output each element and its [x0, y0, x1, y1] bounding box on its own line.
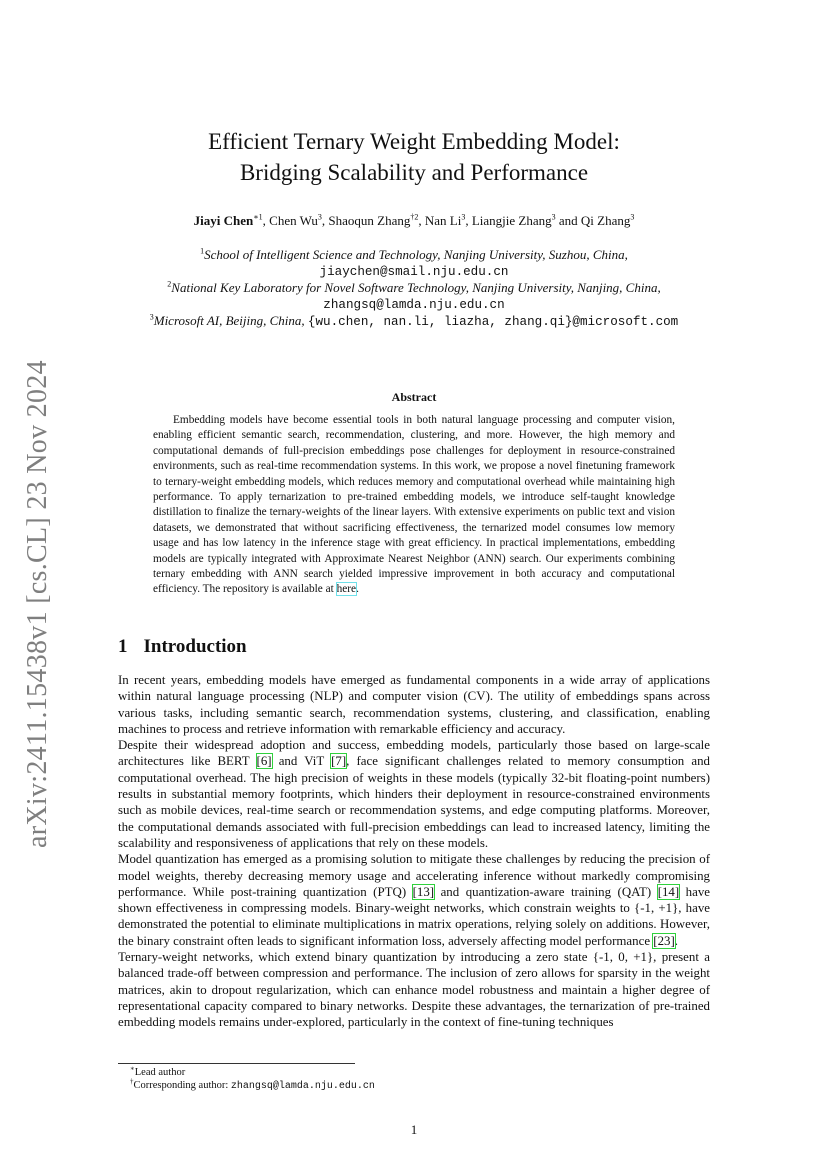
abstract-heading: Abstract: [391, 390, 437, 404]
affiliation-email[interactable]: zhangsq@lamda.nju.edu.cn: [323, 298, 505, 312]
paragraph: [118, 851, 710, 949]
footnote-mark: ∗: [130, 1064, 135, 1073]
footnote-1: [130, 1064, 186, 1078]
paragraph-text: Model quantization has emerged as a promising solution to mitigate these challenges by reducing the precision of model weights, thereby decreasing memory usage and accelerating inference without markedly compromising performance. While post-training quantization (PTQ): [118, 852, 710, 899]
citation-link[interactable]: [23]: [653, 933, 675, 948]
paragraph-text: , face significant challenges related to memory consumption and computational overhead. The high precision of weights in these models (typically 32-bit floating-point numbers) results in substantial memory footprints, which hinders their deployment in resource-constrained environments such as mobile devices, real-time search or recommendation systems, and edge computing platforms. Moreover, the computational demands associated with full-precision embeddings can lead to increased latency, limiting the scalability and responsiveness of applications that rely on these models.: [118, 754, 710, 850]
paragraph-text: have shown effectiveness in compressing models. Binary-weight networks, which constrain weights to {-1, +1}, have demonstrated the potential to eliminate multiplications in matrix operations, relying solely on additions. However, the binary constraint often leads to significant information loss, adversely affecting model performance: [118, 884, 710, 948]
author-and: and: [558, 213, 578, 228]
author-name: Nan Li: [424, 213, 462, 228]
paper-title: [118, 126, 710, 188]
paragraph: In recent years, embedding models have emerged as fundamental components in a wide array of applications within natural language processing (NLP) and computer vision (CV). The utility of embeddings spans across various tasks, including semantic search, recommendation systems, clustering, and classification, enabling machines to process and retrieve information with remarkable efficiency and accuracy.: [118, 673, 710, 736]
author-name: Shaoqun Zhang: [328, 213, 411, 228]
footnote-email[interactable]: zhangsq@lamda.nju.edu.cn: [230, 1081, 375, 1092]
paragraph-text: and ViT: [271, 754, 332, 769]
affiliation-mark: 1: [200, 246, 205, 256]
footnote-divider: [118, 1063, 355, 1064]
author-mark: 3: [630, 212, 635, 222]
footnote-text: Corresponding author:: [133, 1080, 231, 1091]
abstract-body: [153, 413, 675, 598]
citation-link[interactable]: [14]: [657, 884, 680, 899]
introduction-body: [118, 672, 710, 1031]
title-line-2: Bridging Scalability and Performance: [239, 160, 589, 185]
section-heading: [118, 636, 247, 658]
citation-link[interactable]: [6]: [256, 754, 272, 769]
citation-link[interactable]: [13]: [412, 884, 435, 899]
paragraph: [118, 737, 710, 851]
affiliation-email[interactable]: jiaychen@smail.nju.edu.cn: [319, 265, 509, 279]
affiliation-email[interactable]: {wu.chen, nan.li, liazha, zhang.qi}@microsoft.com: [307, 315, 679, 329]
paragraph-text: Despite their widespread adoption and success, embedding models, particularly those based on large-scale architectures like BERT: [118, 738, 710, 769]
affiliation-text: School of Intelligent Science and Technology, Nanjing University, Suzhou, China,: [204, 247, 628, 262]
author-mark: 3: [317, 212, 322, 222]
affiliation-2: [118, 280, 710, 296]
author-list: Jiayi Chen$^{∗1}$, Chen Wu$^3$, Shaoqun Zhang$^{\dagger 2}$, Nan Li$^3$, Liangjie Zhang$^3$ and Qi Zhang$^3$: [193, 212, 635, 228]
section-title: Introduction: [143, 636, 247, 657]
affiliation-mark: 2: [167, 279, 172, 289]
author-name: Liangjie Zhang: [471, 213, 552, 228]
section-number: 1: [118, 636, 128, 657]
author-lead: Jiayi Chen: [193, 213, 254, 228]
title-line-1: Efficient Ternary Weight Embedding Model:: [208, 129, 620, 154]
affiliation-mark: 3: [149, 312, 154, 322]
page-number: 1: [410, 1122, 418, 1137]
affiliation-text: Microsoft AI, Beijing, China,: [153, 313, 305, 328]
abstract-text: Embedding models have become essential tools in both natural language processing and computer vision, enabling efficient semantic search, recommendation, clustering, and more. However, the high memory and computational demands of full-precision embeddings pose challenges for deployment in resource-constrained environments, such as real-time recommendation systems. In this work, we propose a novel finetuning framework to ternary-weight embedding models, which reduces memory and computational overhead while maintaining high performance. To apply ternarization to pre-trained embedding models, we introduce self-taught knowledge distillation to finalize the ternary-weights of the linear layers. With extensive experiments on public text and vision datasets, we demonstrated that without sacrificing effectiveness, the ternarized model consumes low memory usage and has low latency in the inference stage with great efficiency. In practical implementations, embedding models are typically integrated with Approximate Nearest Neighbor (ANN) search. Our experiments combining ternary embedding with ANN search yielded impressive improvement in both accuracy and computational efficiency. The repository is available at: [153, 414, 675, 596]
author-mark: †2: [410, 212, 419, 222]
author-lead-mark: ∗1: [253, 212, 263, 222]
affiliation-2-email-line: [118, 296, 710, 312]
author-mark: 3: [461, 212, 466, 222]
footnote-2: [130, 1077, 375, 1092]
affiliation-1: [118, 247, 710, 263]
abstract-end: .: [356, 583, 359, 596]
footnote-text: Lead author: [134, 1067, 186, 1078]
footnote-mark: †: [130, 1077, 134, 1086]
paragraph: Ternary-weight networks, which extend binary quantization by introducing a zero state {-1, 0, +1}, present a balanced trade-off between compression and performance. The inclusion of zero allows for sparsity in the weight matrices, akin to dropout regularization, which can enhance model robustness and maintain a higher degree of representational capacity compared to binary networks. Despite these advantages, the ternarization of pre-trained embedding models remains under-explored, particularly in the context of fine-tuning techniques: [118, 950, 710, 1030]
affiliation-1-email-line: [118, 263, 710, 279]
paragraph-text: and quantization-aware training (QAT): [434, 884, 658, 899]
author-name: Qi Zhang: [580, 213, 631, 228]
citation-link[interactable]: [7]: [331, 754, 347, 769]
repository-link[interactable]: here: [336, 583, 357, 596]
author-mark: 3: [551, 212, 556, 222]
paragraph-text: .: [674, 933, 678, 948]
affiliation-3: [118, 313, 710, 329]
arxiv-identifier-stamp: arXiv:2411.15438v1 [cs.CL] 23 Nov 2024: [22, 360, 53, 848]
affiliation-text: National Key Laboratory for Novel Software Technology, Nanjing University, Nanjing, China,: [171, 280, 661, 295]
author-name: Chen Wu: [269, 213, 318, 228]
